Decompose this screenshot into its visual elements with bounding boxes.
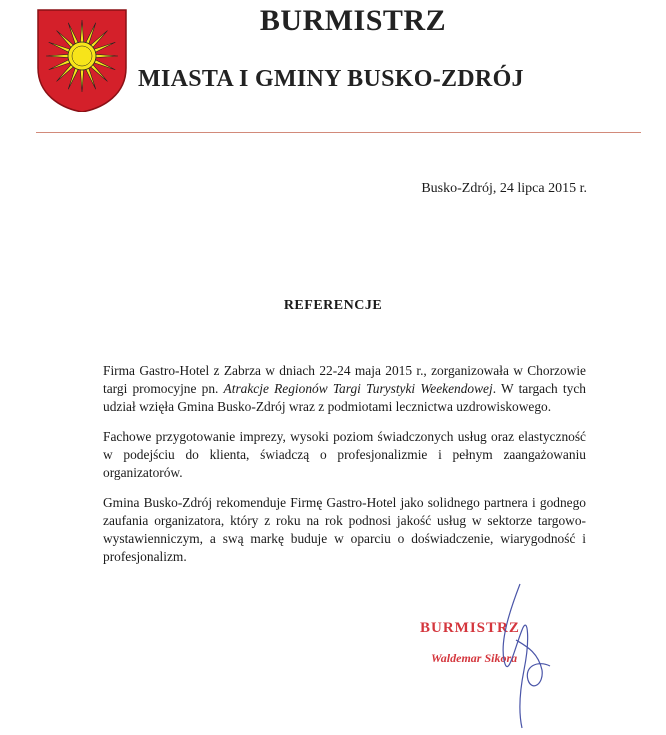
- letter-heading: REFERENCJE: [283, 298, 383, 313]
- paragraph-1: [103, 362, 586, 416]
- stamp-name: Waldemar Sikora: [431, 651, 518, 665]
- page-subtitle: MIASTA I GMINY BUSKO-ZDRÓJ: [138, 66, 524, 92]
- letter-date: Busko-Zdrój, 24 lipca 2015 r.: [421, 181, 587, 196]
- header-divider: [36, 132, 641, 133]
- paragraph-1-end: . W targach tych udział wzięła Gmina Busko-Zdrój wraz z podmiotami lecznictwa uzdrowiskowego.: [103, 381, 586, 414]
- event-name: Atrakcje Regionów Targi Turystyki Weekendowej: [223, 381, 493, 396]
- stamp-title: BURMISTRZ: [420, 620, 520, 636]
- page-title: BURMISTRZ: [259, 4, 447, 37]
- signature-icon: [480, 580, 560, 730]
- paragraph-1-start: Firma Gastro-Hotel z Zabrza w dniach 22-24 maja 2015 r., zorganizowała w Chorzowie targi promocyjne pn.: [103, 363, 586, 396]
- letter-body: [103, 362, 586, 578]
- paragraph-3: Gmina Busko-Zdrój rekomenduje Firmę Gastro-Hotel jako solidnego partnera i godnego zaufania organizatora, który z roku na rok podnosi jakość usług w sektorze targowo-wystawienniczym, a swą markę buduje w oparciu o doświadczenie, wiarygodność i profesjonalizm.: [103, 495, 586, 564]
- paragraph-2: Fachowe przygotowanie imprezy, wysoki poziom świadczonych usług oraz elastyczność w podejściu do klienta, świadczą o profesjonalizmie i pełnym zaangażowaniu organizatorów.: [103, 429, 586, 480]
